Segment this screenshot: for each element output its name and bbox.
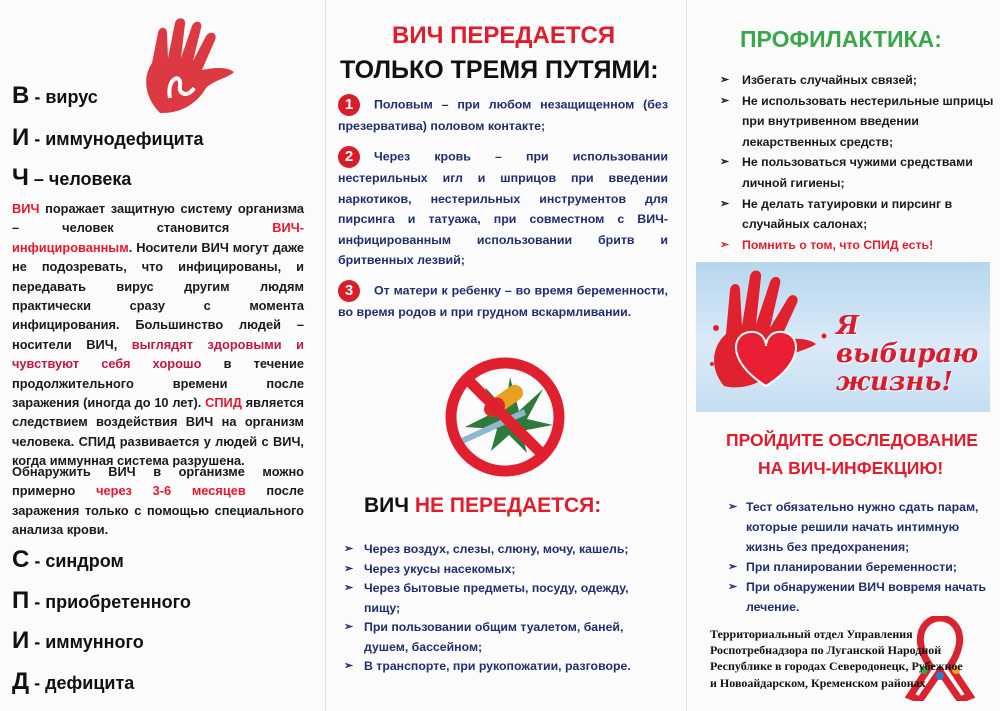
prevention-list: [720, 70, 995, 255]
list-item: ➢ Через бытовые предметы, посуду, одежду, пищу;: [344, 581, 629, 615]
acronym-line-v: В - вирус: [12, 82, 98, 109]
arrow-icon: ➢: [728, 501, 738, 513]
list-item: ➢ При пользовании общим туалетом, баней, душем, бассейном;: [344, 620, 624, 654]
list-item: ➢ При планировании беременности;: [728, 557, 993, 577]
choose-life-text: Я выбираю жизнь!: [836, 311, 979, 397]
left-panel: [0, 0, 320, 711]
arrow-icon: ➢: [344, 543, 354, 555]
arrow-icon: ➢: [728, 561, 738, 573]
list-item: ➢ Не использовать нестерильные шприцы при внутривенном введении лекарственных средств;: [720, 91, 995, 153]
fold-line-1: [325, 0, 326, 711]
acronym-line-i: И - иммунодефицита: [12, 124, 204, 151]
middle-panel: [330, 0, 680, 711]
transmission-subtitle: ТОЛЬКО ТРЕМЯ ПУТЯМИ:: [340, 56, 659, 84]
issuer-footer: Территориальный отдел Управления Роспотребнадзора по Луганской Народной Республике в городах Северодонецк, Рубежное и Новоайдарском, Кременском районах: [710, 627, 963, 690]
arrow-icon: ➢: [720, 94, 730, 107]
arrow-icon: ➢: [720, 197, 730, 210]
arrow-icon: ➢: [728, 581, 738, 593]
test-title-line1: ПРОЙДИТЕ ОБСЛЕДОВАНИЕ: [726, 430, 978, 450]
choose-life-banner: [696, 262, 990, 412]
detection-paragraph: Обнаружить ВИЧ в организме можно примерно через 3-6 месяцев после заражения только с помощью специального анализа крови.: [12, 464, 304, 538]
list-item: ➢ Через воздух, слезы, слюну, мочу, кашель;: [344, 540, 664, 560]
way-mother-child: 3 От матери к ребенку – во время беременности, во время родов и при грудном вскармливании.: [338, 282, 668, 319]
list-item: ➢ Не делать татуировки и пирсинг в случайных салонах;: [720, 194, 995, 235]
not-transmitted-title: ВИЧ НЕ ПЕРЕДАЕТСЯ:: [364, 494, 602, 517]
acronym-line-i2: И - иммунного: [12, 627, 144, 654]
hand-heart-icon: [704, 268, 834, 408]
way-blood: 2 Через кровь – при использовании нестерильных игл и шприцов при введении наркотиков, нестерильных инструментов для пирсинга и татуажа, при совместном с ВИЧ-инфицированным использовании бритв и бритвенных лезвий;: [338, 148, 668, 267]
list-item: ➢ Через укусы насекомых;: [344, 560, 664, 580]
arrow-icon: ➢: [344, 660, 354, 672]
number-3-icon: 3: [338, 280, 360, 302]
list-item: ➢ При обнаружении ВИЧ вовремя начать лечение.: [728, 577, 993, 617]
acronym-line-ch: Ч – человека: [12, 164, 132, 191]
arrow-icon: ➢: [344, 562, 354, 575]
no-drugs-sign-icon: [423, 353, 588, 478]
arrow-icon: ➢: [720, 74, 730, 86]
list-item-warning: ➢ Помнить о том, что СПИД есть!: [720, 235, 995, 256]
list-item: ➢ В транспорте, при рукопожатии, разговоре.: [344, 657, 664, 677]
number-1-icon: 1: [338, 94, 360, 116]
acronym-line-s: С - синдром: [12, 546, 124, 573]
right-panel: [690, 0, 1000, 711]
test-title-line2: НА ВИЧ-ИНФЕКЦИЮ!: [758, 458, 944, 478]
not-transmitted-list: [344, 540, 664, 677]
number-2-icon: 2: [338, 146, 360, 168]
red-handprint-icon: [130, 18, 240, 118]
list-item: ➢ Не пользоваться чужими средствами личной гигиены;: [720, 152, 995, 193]
arrow-icon: ➢: [720, 156, 730, 169]
prevention-title: ПРОФИЛАКТИКА:: [740, 26, 942, 52]
test-reasons-list: [728, 497, 993, 617]
fold-line-2: [686, 0, 687, 711]
hiv-description-paragraph: ВИЧ поражает защитную систему организма – человек становится ВИЧ-инфицированным. Носители ВИЧ могут даже не подозревать, что инфицированы, и передавать вирус другим людям практически сразу с момента инфицирования. Большинство людей – носители ВИЧ, выглядят здоровыми и чувствуют себя хорошо в течение продолжительного времени после заражения (иногда до 10 лет). СПИД является следствием воздействия ВИЧ на организм человека. СПИД развивается у людей с ВИЧ, когда иммунная система разрушена.: [12, 201, 304, 469]
arrow-icon: ➢: [720, 238, 730, 251]
acronym-line-p: П - приобретенного: [12, 587, 191, 614]
way-sexual: 1 Половым – при любом незащищенном (без презерватива) половом контакте;: [338, 96, 668, 133]
acronym-line-d: Д - дефицита: [12, 668, 135, 695]
arrow-icon: ➢: [344, 621, 354, 633]
transmission-title: ВИЧ ПЕРЕДАЕТСЯ: [392, 22, 616, 49]
list-item: ➢ Тест обязательно нужно сдать парам, которые решили начать интимную жизнь без предохранения;: [728, 497, 993, 557]
list-item: ➢ Избегать случайных связей;: [720, 70, 995, 91]
arrow-icon: ➢: [344, 582, 354, 594]
